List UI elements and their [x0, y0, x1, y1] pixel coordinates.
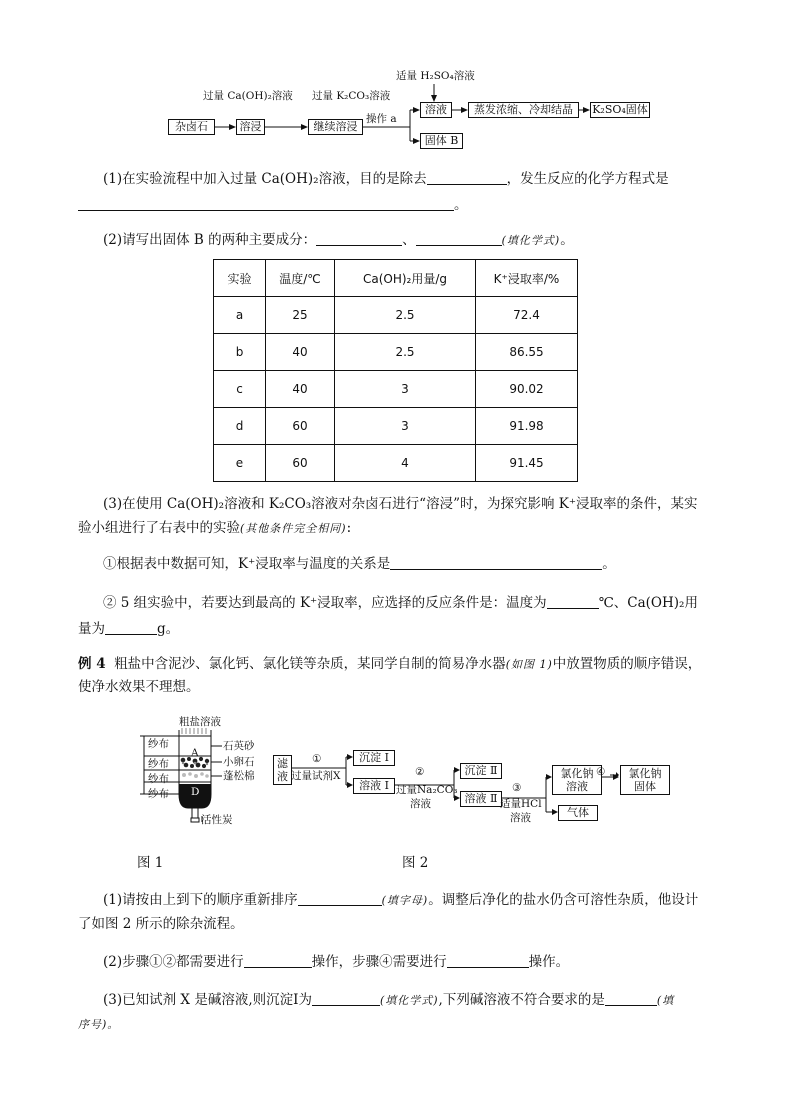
table-row: [214, 445, 578, 482]
table-cell: 4: [335, 445, 476, 482]
answer-blank[interactable]: [447, 953, 529, 968]
table-cell: 72.4: [476, 297, 578, 334]
answer-blank[interactable]: [78, 196, 454, 211]
table-cell: 2.5: [335, 334, 476, 371]
box-solution-1: 溶液 Ⅰ: [353, 778, 395, 794]
example-4-line1: 例 4 粗盐中含泥沙、氯化钙、氯化镁等杂质，某同学自制的简易净水器(如图 1)中放置物质的顺序错误，: [78, 656, 702, 672]
table-cell: 60: [266, 408, 335, 445]
label-gauze-3: 纱布: [148, 773, 169, 785]
label-gauze-4: 纱布: [148, 788, 169, 800]
box-precipitate-1: 沉淀 Ⅰ: [353, 750, 395, 766]
answer-blank[interactable]: [427, 170, 507, 185]
table-cell: e: [214, 445, 266, 482]
table-row: [214, 371, 578, 408]
question-4-3-line2: 序号)。: [78, 1018, 120, 1031]
box-gas: 气体: [558, 805, 598, 821]
question-4-2: (2)步骤①②都需要进行 操作，步骤④需要进行 操作。: [103, 954, 570, 970]
box-evaporate: 蒸发浓缩、冷却结晶: [468, 102, 579, 118]
step-3: ③: [512, 782, 522, 794]
step-2-reagent-2: 溶液: [410, 798, 431, 810]
reagent-k2co3: 过量 K₂CO₃溶液: [312, 90, 391, 102]
step-1-reagent: 过量试剂X: [291, 770, 341, 782]
answer-blank[interactable]: [416, 231, 502, 246]
answer-blank[interactable]: [547, 594, 599, 609]
box-leach: 溶浸: [236, 119, 265, 135]
step-3-reagent: 适量HCl: [500, 798, 542, 810]
table-row: [214, 297, 578, 334]
box-nacl-solution: 氯化钠 溶液: [552, 765, 602, 795]
table-cell: d: [214, 408, 266, 445]
question-3-sub1: ①根据表中数据可知，K⁺浸取率与温度的关系是 。: [103, 556, 616, 572]
answer-blank[interactable]: [244, 953, 312, 968]
table-cell: 86.55: [476, 334, 578, 371]
label-gauze-1: 纱布: [148, 738, 169, 750]
question-4-1-line2: 了如图 2 所示的除杂流程。: [78, 916, 244, 932]
table-cell: 91.98: [476, 408, 578, 445]
box-solution: 溶液: [420, 102, 452, 118]
box-filtrate: 滤 液: [273, 755, 292, 785]
question-4-1: (1)请按由上到下的顺序重新排序 (填字母)。调整后净化的盐水仍含可溶性杂质，他设计: [103, 892, 699, 908]
question-1-line2: 。: [78, 195, 468, 215]
label-gauze-2: 纱布: [148, 758, 169, 770]
box-solution-2: 溶液 Ⅱ: [460, 791, 502, 807]
example-label: 例 4: [78, 656, 106, 672]
table-cell: a: [214, 297, 266, 334]
question-2: (2)请写出固体 B 的两种主要成分： 、 (填化学式)。: [103, 232, 574, 248]
step-2: ②: [415, 766, 425, 778]
table-cell: 3: [335, 371, 476, 408]
box-k2so4: K₂SO₄固体: [590, 102, 650, 118]
flowchart-1-arrows: [0, 0, 790, 160]
label-quartz: 石英砂: [223, 740, 255, 752]
question-3-line1: (3)在使用 Ca(OH)₂溶液和 K₂CO₃溶液对杂卤石进行“溶浸”时，为探究影响 K⁺浸取率的条件，某实: [103, 496, 698, 512]
label-brine: 粗盐溶液: [179, 716, 221, 728]
answer-blank[interactable]: [105, 620, 157, 635]
step-4: ④: [596, 766, 606, 778]
question-3-sub2: ② 5 组实验中，若要达到最高的 K⁺浸取率，应选择的反应条件是：温度为 ℃、Ca(OH)₂用: [103, 595, 698, 611]
table-cell: 40: [266, 334, 335, 371]
box-raw: 杂卤石: [168, 119, 215, 135]
table-cell: 90.02: [476, 371, 578, 408]
question-1: (1)在实验流程中加入过量 Ca(OH)₂溶液，目的是除去 ，发生反应的化学方程式是: [103, 171, 669, 187]
box-leach2: 继续溶浸: [308, 119, 363, 135]
box-precipitate-2: 沉淀 Ⅱ: [460, 763, 502, 779]
table-row: [214, 334, 578, 371]
layer-a: A: [191, 747, 199, 759]
label-pebble: 小卵石: [223, 756, 255, 768]
table-header: Ca(OH)₂用量/g: [335, 260, 476, 297]
table-cell: 25: [266, 297, 335, 334]
label-carbon: 活性炭: [201, 814, 233, 826]
question-3-line2: 验小组进行了右表中的实验(其他条件完全相同):: [78, 520, 352, 536]
reagent-caoh2: 过量 Ca(OH)₂溶液: [203, 90, 293, 102]
question-4-3: (3)已知试剂 X 是碱溶液,则沉淀Ⅰ为 (填化学式),下列碱溶液不符合要求的是 (填: [103, 992, 675, 1008]
example-4-line2: 使净水效果不理想。: [78, 679, 200, 695]
table-header: K⁺浸取率/%: [476, 260, 578, 297]
figure-2-caption: 图 2: [402, 855, 429, 871]
table-header: 实验: [214, 260, 266, 297]
figure-1-caption: 图 1: [137, 855, 164, 871]
layer-d: D: [191, 786, 200, 798]
table-cell: b: [214, 334, 266, 371]
table-header: 温度/℃: [266, 260, 335, 297]
experiment-table: [213, 259, 578, 482]
answer-blank[interactable]: [390, 555, 602, 570]
table-cell: 2.5: [335, 297, 476, 334]
answer-blank[interactable]: [316, 231, 402, 246]
answer-blank[interactable]: [605, 991, 657, 1006]
table-header-row: [214, 260, 578, 297]
answer-blank[interactable]: [298, 891, 382, 906]
box-solid-b: 固体 B: [420, 133, 463, 149]
step-2-reagent: 过量Na₂CO₃: [396, 784, 458, 796]
table-row: [214, 408, 578, 445]
step-1: ①: [312, 753, 322, 765]
question-3-sub2-line2: 量为 g。: [78, 621, 180, 637]
step-3-reagent-2: 溶液: [510, 812, 531, 824]
table-cell: 60: [266, 445, 335, 482]
table-cell: 91.45: [476, 445, 578, 482]
operation-a: 操作 a: [366, 113, 397, 125]
label-cotton: 蓬松棉: [223, 770, 255, 782]
table-cell: 3: [335, 408, 476, 445]
step-4-arrow: [597, 770, 619, 780]
reagent-h2so4: 适量 H₂SO₄溶液: [396, 70, 475, 82]
box-nacl-solid: 氯化钠 固体: [620, 765, 670, 795]
answer-blank[interactable]: [312, 991, 380, 1006]
table-cell: c: [214, 371, 266, 408]
table-cell: 40: [266, 371, 335, 408]
